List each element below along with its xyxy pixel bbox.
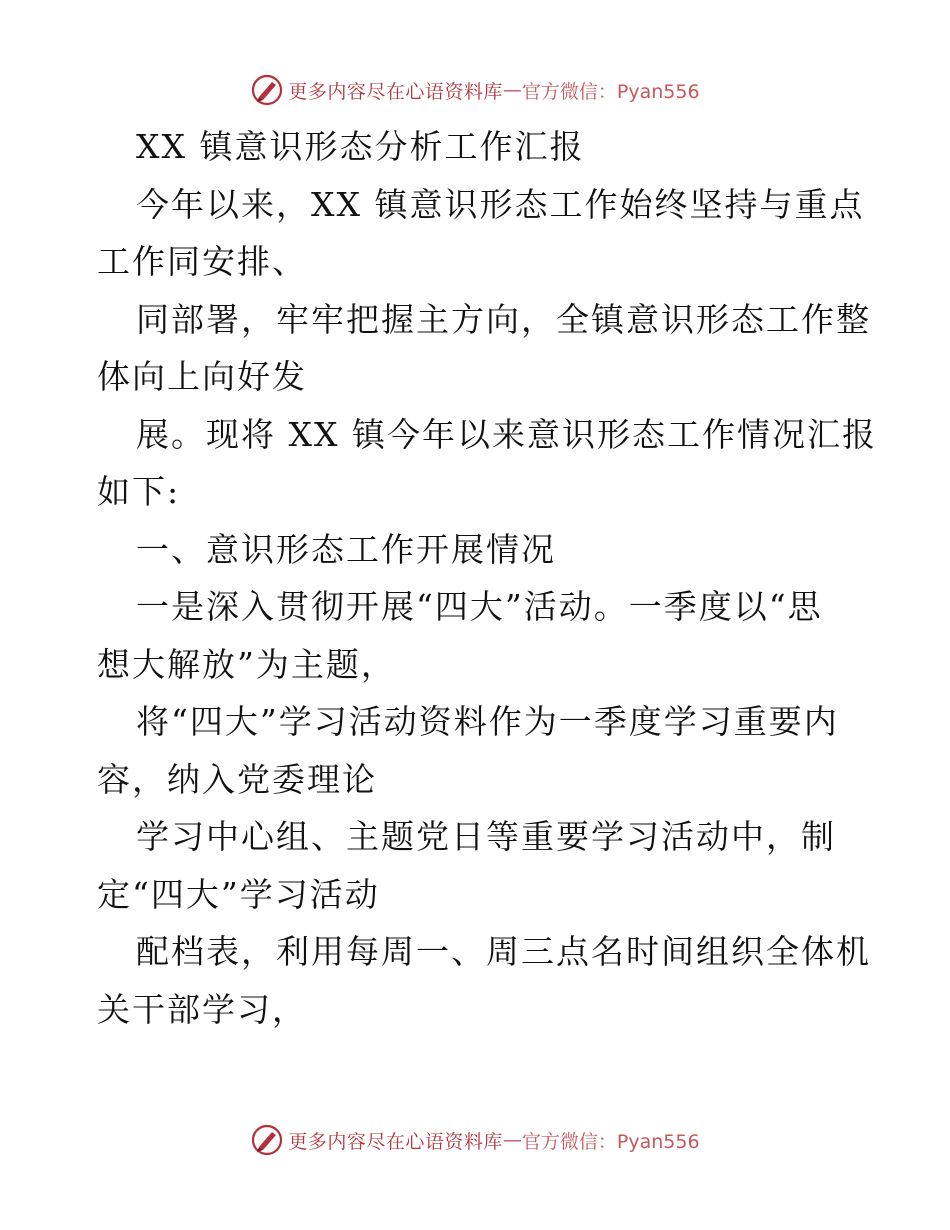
watermark-dash: —: [502, 79, 522, 101]
paragraph-line: 想大解放”为主题，: [97, 644, 396, 684]
paragraph-line: 学习中心组、主题党日等重要学习活动中，制: [136, 817, 836, 856]
paragraph-line: 一是深入贯彻开展“四大”活动。一季度以“思: [136, 587, 823, 626]
paragraph-line: 同部署，牢牢把握主方向，全镇意识形态工作整: [136, 299, 871, 339]
watermark-contact: 官方微信：Pyan556: [521, 80, 700, 103]
paragraph-line: 如下:: [97, 472, 181, 511]
watermark-dash: —: [502, 1129, 522, 1151]
header-watermark: [0, 70, 950, 110]
document-title: XX 镇意识形态分析工作汇报: [136, 127, 585, 166]
watermark-text: 更多内容尽在心语资料库: [288, 1130, 503, 1153]
paragraph-line: 定“四大”学习活动: [97, 874, 380, 914]
watermark-contact: 官方微信：Pyan556: [521, 1130, 700, 1153]
paragraph-line: 配档表，利用每周一、周三点名时间组织全体机: [136, 932, 871, 971]
watermark-text: 更多内容尽在心语资料库: [288, 80, 503, 103]
paragraph-line: 将“四大”学习活动资料作为一季度学习重要内: [136, 702, 839, 741]
section-heading: 一、意识形态工作开展情况: [136, 529, 556, 569]
footer-watermark: [0, 1120, 950, 1160]
paragraph-line: 体向上向好发: [97, 357, 307, 396]
paragraph-line: 展。现将 XX 镇今年以来意识形态工作情况汇报: [136, 414, 877, 454]
paragraph-line: 容，纳入党委理论: [97, 759, 377, 799]
paragraph-line: 工作同安排、: [97, 242, 307, 281]
pen-logo-icon: [250, 73, 284, 107]
paragraph-line: 今年以来，XX 镇意识形态工作始终坚持与重点: [136, 184, 865, 224]
paragraph-line: 关干部学习，: [97, 989, 307, 1029]
pen-logo-icon: [250, 1123, 284, 1157]
document-body: [97, 118, 877, 1038]
